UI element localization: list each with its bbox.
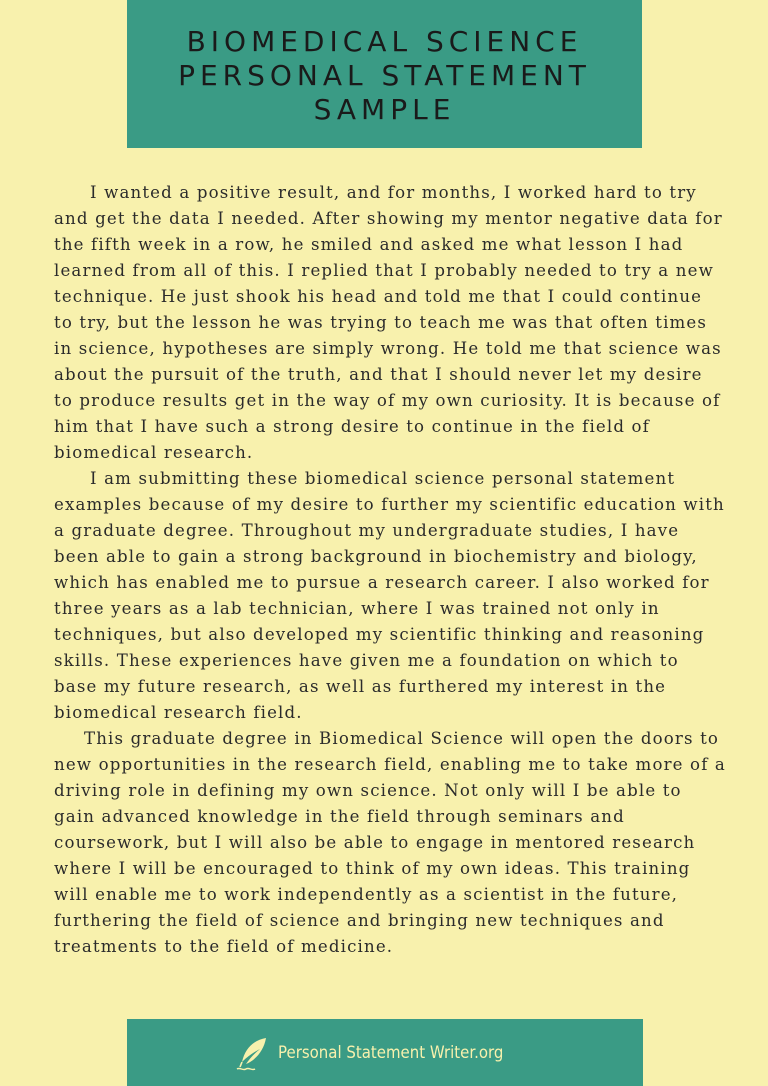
paragraph-2: I am submitting these biomedical science personal statement examples because of my desire to further my scientific education with a graduate degree. Throughout my undergraduate studies, I have been able to gain a strong background in biochemistry and biology, which has enabled me to pursue a research career. I also worked for three years as a lab technician, where I was trained not only in techniques, but also developed my scientific thinking and reasoning skills. These experiences have given me a foundation on which to base my future research, as well as furthered my interest in the biomedical research field. <box>54 469 725 722</box>
paragraph-3: This graduate degree in Biomedical Science will open the doors to new opportunities in the research field, enabling me to take more of a driving role in defining my own science. Not only will I be able to gain advanced knowledge in the field through seminars and coursework, but I will also be able to engage in mentored research where I will be encouraged to think of my own ideas. This training will enable me to work independently as a scientist in the future, furthering the field of science and bringing new techniques and treatments to the field of medicine. <box>54 729 726 956</box>
brand-logo[interactable] <box>236 1034 534 1072</box>
page-title-line-3: SAMPLE <box>313 93 456 126</box>
quill-icon <box>236 1036 270 1072</box>
title-banner <box>127 0 642 148</box>
statement-body <box>54 180 726 960</box>
page-title-line-2: PERSONAL STATEMENT <box>178 59 591 92</box>
brand-name: Personal Statement Writer.org <box>277 1042 504 1063</box>
page-title-line-1: BIOMEDICAL SCIENCE <box>186 25 583 58</box>
paragraph-1: I wanted a positive result, and for months, I worked hard to try and get the data I needed. After showing my mentor negative data for the fifth week in a row, he smiled and asked me what lesson I had learned from all of this. I replied that I probably needed to try a new technique. He just shook his head and told me that I could continue to try, but the lesson he was trying to teach me was that often times in science, hypotheses are simply wrong. He told me that science was about the pursuit of the truth, and that I should never let my desire to produce results get in the way of my own curiosity. It is because of him that I have such a strong desire to continue in the field of biomedical research. <box>54 183 723 462</box>
footer-banner <box>127 1019 643 1086</box>
